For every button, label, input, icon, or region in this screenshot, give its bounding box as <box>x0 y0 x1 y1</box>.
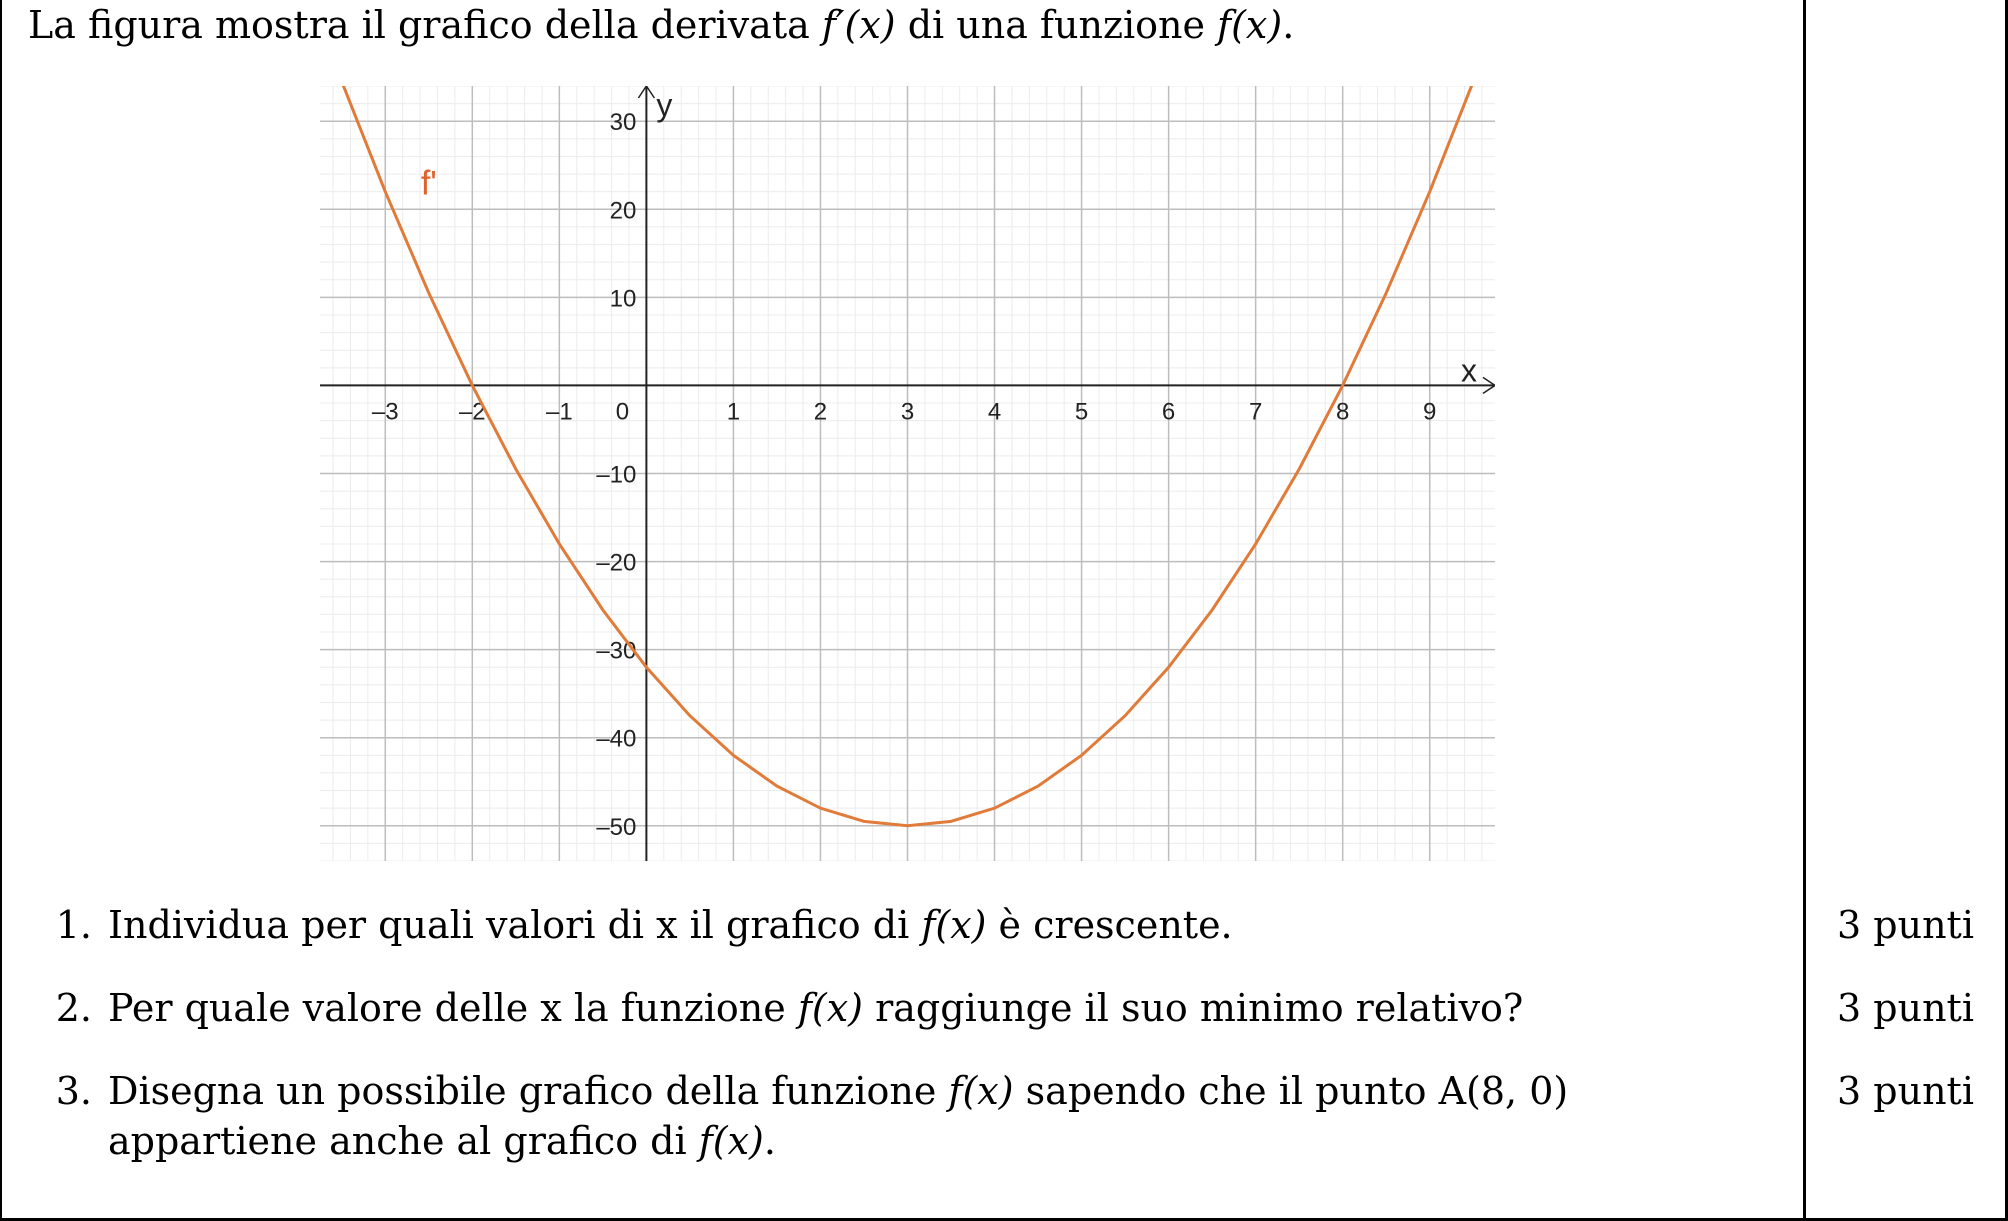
y-axis-label: y <box>656 87 673 123</box>
intro-fprime: f′(x) <box>821 3 896 47</box>
question-3-part-4: f(x) <box>698 1119 764 1163</box>
question-2-text <box>108 983 1788 1033</box>
question-1-part-1: Individua per quali valori di x il grafico di <box>108 903 922 947</box>
question-2-part-1: Per quale valore delle x la funzione <box>108 986 798 1030</box>
y-tick-label: –50 <box>596 813 637 841</box>
x-tick-label: 9 <box>1423 398 1437 426</box>
question-3-points: 3 punti <box>1837 1069 1974 1113</box>
x-tick-label: 2 <box>813 398 828 426</box>
x-tick-label: 7 <box>1248 398 1263 426</box>
question-2-points: 3 punti <box>1837 986 1974 1030</box>
question-1-text <box>108 900 1788 950</box>
y-tick-label: –10 <box>596 461 637 489</box>
question-2-part-3: raggiunge il suo minimo relativo? <box>863 986 1524 1030</box>
x-tick-label: 5 <box>1074 398 1089 426</box>
question-1-points: 3 punti <box>1837 903 1974 947</box>
y-tick-label: –20 <box>596 549 637 577</box>
question-1-part-3: è crescente. <box>986 903 1233 947</box>
x-axis-label: x <box>1461 352 1477 389</box>
question-2-number: 2. <box>55 986 92 1030</box>
x-tick-label: –3 <box>371 398 399 426</box>
derivative-graph <box>320 86 1495 861</box>
y-tick-label: 10 <box>609 285 637 313</box>
question-3-part-5: . <box>763 1119 776 1163</box>
x-tick-label: 1 <box>726 398 741 426</box>
y-tick-label: –30 <box>596 637 637 665</box>
question-3-text <box>108 1066 1788 1166</box>
y-tick-label: 30 <box>609 109 637 137</box>
y-tick-label: –40 <box>596 725 637 753</box>
question-1-part-2: f(x) <box>921 903 987 947</box>
x-tick-label: –1 <box>546 398 573 426</box>
question-2-part-2: f(x) <box>797 986 864 1030</box>
question-1-number: 1. <box>55 903 92 947</box>
intro-part-1: La figura mostra il grafico della derivata <box>28 3 822 47</box>
question-3-part-3: sapendo che il punto A(8, 0) appartiene anche al grafico di <box>108 1069 1569 1163</box>
intro-f: f(x) <box>1217 3 1283 47</box>
x-tick-label: 8 <box>1336 398 1350 426</box>
frame-left-border <box>0 0 2 1221</box>
x-tick-label: 6 <box>1161 398 1176 426</box>
x-tick-label: 4 <box>987 398 1002 426</box>
x-tick-label: –2 <box>458 398 486 426</box>
x-tick-label: 3 <box>900 398 915 426</box>
origin-label: 0 <box>615 398 630 426</box>
question-3-part-2: f(x) <box>948 1069 1014 1113</box>
series-fprime-label: f' <box>420 164 437 203</box>
intro-part-2: di una funzione <box>895 3 1218 47</box>
question-3-number: 3. <box>55 1069 92 1113</box>
y-tick-label: 20 <box>609 197 637 225</box>
intro-part-3: . <box>1282 3 1295 47</box>
question-3-part-1: Disegna un possibile grafico della funzione <box>108 1069 949 1113</box>
points-column-divider <box>1803 0 1806 1221</box>
intro-text <box>28 0 1294 50</box>
